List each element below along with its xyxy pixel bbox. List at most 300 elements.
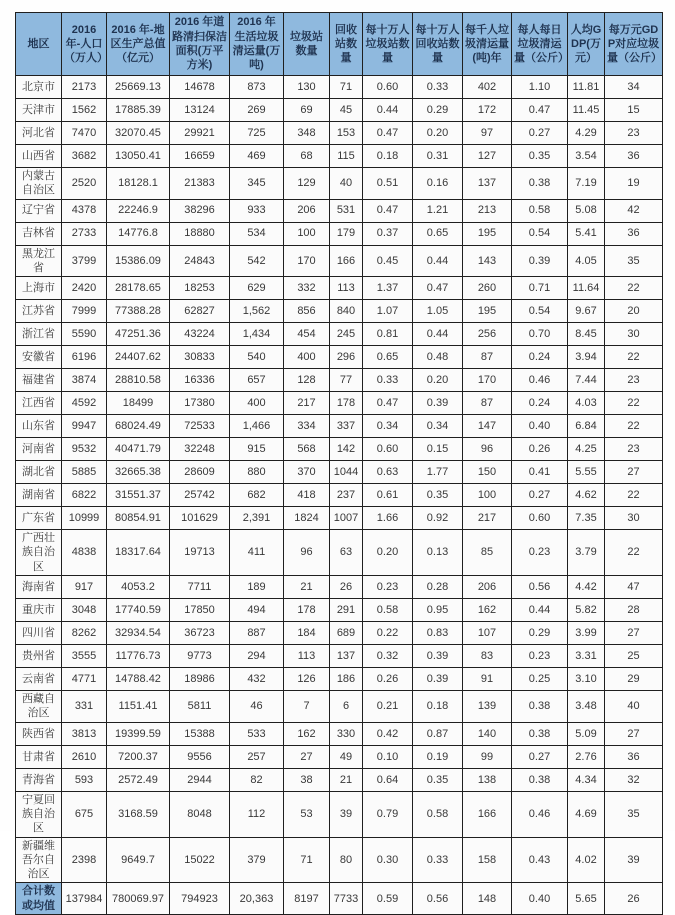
value-cell: 345 [230, 168, 284, 200]
value-cell: 0.54 [512, 300, 568, 323]
value-cell: 4053.2 [107, 576, 170, 599]
value-cell: 1.77 [413, 461, 463, 484]
value-cell: 0.38 [512, 722, 568, 745]
value-cell: 400 [230, 392, 284, 415]
value-cell: 0.60 [363, 438, 413, 461]
value-cell: 147 [463, 415, 512, 438]
region-name-cell: 安徽省 [16, 346, 62, 369]
value-cell: 137 [330, 645, 363, 668]
value-cell: 5.82 [568, 599, 605, 622]
value-cell: 16336 [170, 369, 230, 392]
value-cell: 0.40 [512, 415, 568, 438]
value-cell: 2520 [62, 168, 107, 200]
value-cell: 23 [605, 122, 663, 145]
regional-waste-statistics-table [15, 12, 663, 915]
value-cell: 0.60 [512, 507, 568, 530]
value-cell: 0.56 [413, 883, 463, 915]
value-cell: 334 [284, 415, 330, 438]
value-cell: 9.67 [568, 300, 605, 323]
value-cell: 3.31 [568, 645, 605, 668]
table-row [16, 99, 663, 122]
table-body [16, 76, 663, 915]
value-cell: 0.39 [413, 668, 463, 691]
value-cell: 0.92 [413, 507, 463, 530]
region-name-cell: 四川省 [16, 622, 62, 645]
table-row [16, 507, 663, 530]
value-cell: 432 [230, 668, 284, 691]
value-cell: 8262 [62, 622, 107, 645]
value-cell: 682 [230, 484, 284, 507]
value-cell: 68 [284, 145, 330, 168]
value-cell: 4838 [62, 530, 107, 576]
value-cell: 0.79 [363, 791, 413, 837]
value-cell: 245 [330, 323, 363, 346]
value-cell: 24843 [170, 245, 230, 277]
value-cell: 0.34 [363, 415, 413, 438]
value-cell: 8.45 [568, 323, 605, 346]
value-cell: 31551.37 [107, 484, 170, 507]
value-cell: 0.81 [363, 323, 413, 346]
value-cell: 137 [463, 168, 512, 200]
value-cell: 85 [463, 530, 512, 576]
value-cell: 7 [284, 691, 330, 723]
value-cell: 27 [284, 745, 330, 768]
value-cell: 28810.58 [107, 369, 170, 392]
value-cell: 0.23 [512, 530, 568, 576]
value-cell: 0.65 [363, 346, 413, 369]
column-header: 每千人垃圾清运量(吨)年 [463, 13, 512, 76]
region-name-cell: 内蒙古自治区 [16, 168, 62, 200]
region-name-cell: 甘肃省 [16, 745, 62, 768]
value-cell: 43224 [170, 323, 230, 346]
value-cell: 3.79 [568, 530, 605, 576]
value-cell: 0.65 [413, 222, 463, 245]
value-cell: 166 [330, 245, 363, 277]
value-cell: 71 [330, 76, 363, 99]
value-cell: 533 [230, 722, 284, 745]
value-cell: 2572.49 [107, 768, 170, 791]
region-name-cell: 天津市 [16, 99, 62, 122]
value-cell: 7711 [170, 576, 230, 599]
column-header: 地区 [16, 13, 62, 76]
value-cell: 158 [463, 837, 512, 883]
value-cell: 2420 [62, 277, 107, 300]
value-cell: 9532 [62, 438, 107, 461]
value-cell: 689 [330, 622, 363, 645]
region-name-cell: 黑龙江省 [16, 245, 62, 277]
value-cell: 9947 [62, 415, 107, 438]
value-cell: 4.29 [568, 122, 605, 145]
value-cell: 32934.54 [107, 622, 170, 645]
value-cell: 4.62 [568, 484, 605, 507]
region-name-cell: 陕西省 [16, 722, 62, 745]
value-cell: 0.13 [413, 530, 463, 576]
value-cell: 18253 [170, 277, 230, 300]
table-row [16, 599, 663, 622]
table-row [16, 369, 663, 392]
value-cell: 4.34 [568, 768, 605, 791]
value-cell: 40471.79 [107, 438, 170, 461]
value-cell: 1044 [330, 461, 363, 484]
value-cell: 22 [605, 530, 663, 576]
value-cell: 531 [330, 199, 363, 222]
value-cell: 18128.1 [107, 168, 170, 200]
value-cell: 3048 [62, 599, 107, 622]
value-cell: 63 [330, 530, 363, 576]
value-cell: 0.46 [512, 369, 568, 392]
value-cell: 568 [284, 438, 330, 461]
value-cell: 87 [463, 346, 512, 369]
value-cell: 17885.39 [107, 99, 170, 122]
value-cell: 115 [330, 145, 363, 168]
value-cell: 296 [330, 346, 363, 369]
value-cell: 0.29 [413, 99, 463, 122]
value-cell: 32070.45 [107, 122, 170, 145]
value-cell: 0.58 [413, 791, 463, 837]
value-cell: 0.42 [363, 722, 413, 745]
value-cell: 1,466 [230, 415, 284, 438]
value-cell: 206 [463, 576, 512, 599]
value-cell: 1.07 [363, 300, 413, 323]
value-cell: 269 [230, 99, 284, 122]
region-name-cell: 福建省 [16, 369, 62, 392]
region-name-cell: 云南省 [16, 668, 62, 691]
value-cell: 112 [230, 791, 284, 837]
value-cell: 5.41 [568, 222, 605, 245]
value-cell: 5.09 [568, 722, 605, 745]
value-cell: 331 [62, 691, 107, 723]
value-cell: 0.44 [512, 599, 568, 622]
value-cell: 0.32 [363, 645, 413, 668]
value-cell: 856 [284, 300, 330, 323]
value-cell: 11.64 [568, 277, 605, 300]
value-cell: 3.99 [568, 622, 605, 645]
value-cell: 69 [284, 99, 330, 122]
value-cell: 15386.09 [107, 245, 170, 277]
value-cell: 7733 [330, 883, 363, 915]
value-cell: 127 [463, 145, 512, 168]
value-cell: 129 [284, 168, 330, 200]
value-cell: 0.44 [413, 323, 463, 346]
table-row [16, 323, 663, 346]
table-row [16, 438, 663, 461]
value-cell: 6822 [62, 484, 107, 507]
value-cell: 29 [605, 668, 663, 691]
value-cell: 20 [605, 300, 663, 323]
value-cell: 42 [605, 199, 663, 222]
value-cell: 534 [230, 222, 284, 245]
value-cell: 0.87 [413, 722, 463, 745]
value-cell: 8197 [284, 883, 330, 915]
value-cell: 887 [230, 622, 284, 645]
value-cell: 40 [605, 691, 663, 723]
value-cell: 17380 [170, 392, 230, 415]
value-cell: 675 [62, 791, 107, 837]
value-cell: 3799 [62, 245, 107, 277]
value-cell: 1824 [284, 507, 330, 530]
value-cell: 3.48 [568, 691, 605, 723]
value-cell: 87 [463, 392, 512, 415]
value-cell: 0.43 [512, 837, 568, 883]
value-cell: 0.56 [512, 576, 568, 599]
value-cell: 21 [330, 768, 363, 791]
value-cell: 68024.49 [107, 415, 170, 438]
value-cell: 217 [463, 507, 512, 530]
value-cell: 11776.73 [107, 645, 170, 668]
value-cell: 22 [605, 415, 663, 438]
total-row [16, 883, 663, 915]
value-cell: 15388 [170, 722, 230, 745]
value-cell: 13124 [170, 99, 230, 122]
value-cell: 3555 [62, 645, 107, 668]
value-cell: 4.03 [568, 392, 605, 415]
table-row [16, 300, 663, 323]
value-cell: 0.47 [363, 199, 413, 222]
value-cell: 0.22 [363, 622, 413, 645]
value-cell: 36723 [170, 622, 230, 645]
value-cell: 36 [605, 745, 663, 768]
value-cell: 0.29 [512, 622, 568, 645]
value-cell: 26 [330, 576, 363, 599]
value-cell: 0.39 [413, 392, 463, 415]
value-cell: 162 [463, 599, 512, 622]
value-cell: 18880 [170, 222, 230, 245]
region-name-cell: 辽宁省 [16, 199, 62, 222]
value-cell: 189 [230, 576, 284, 599]
value-cell: 0.27 [512, 745, 568, 768]
value-cell: 21383 [170, 168, 230, 200]
value-cell: 933 [230, 199, 284, 222]
value-cell: 22 [605, 277, 663, 300]
value-cell: 3874 [62, 369, 107, 392]
value-cell: 256 [463, 323, 512, 346]
value-cell: 32665.38 [107, 461, 170, 484]
value-cell: 0.39 [512, 245, 568, 277]
value-cell: 0.63 [363, 461, 413, 484]
table-row [16, 277, 663, 300]
value-cell: 0.10 [363, 745, 413, 768]
value-cell: 3.10 [568, 668, 605, 691]
value-cell: 0.47 [512, 99, 568, 122]
value-cell: 101629 [170, 507, 230, 530]
region-name-cell: 海南省 [16, 576, 62, 599]
value-cell: 0.21 [363, 691, 413, 723]
value-cell: 5811 [170, 691, 230, 723]
value-cell: 14776.8 [107, 222, 170, 245]
table-header [16, 13, 663, 76]
value-cell: 153 [330, 122, 363, 145]
value-cell: 5885 [62, 461, 107, 484]
value-cell: 0.24 [512, 346, 568, 369]
value-cell: 140 [463, 722, 512, 745]
value-cell: 0.39 [413, 645, 463, 668]
value-cell: 71 [284, 837, 330, 883]
value-cell: 540 [230, 346, 284, 369]
table-row [16, 415, 663, 438]
value-cell: 0.60 [363, 76, 413, 99]
value-cell: 77 [330, 369, 363, 392]
table-row [16, 530, 663, 576]
value-cell: 1,562 [230, 300, 284, 323]
region-name-cell: 广西壮族自治区 [16, 530, 62, 576]
value-cell: 0.70 [512, 323, 568, 346]
value-cell: 0.34 [413, 415, 463, 438]
table-row [16, 122, 663, 145]
value-cell: 17740.59 [107, 599, 170, 622]
region-name-cell: 河南省 [16, 438, 62, 461]
value-cell: 77388.28 [107, 300, 170, 323]
value-cell: 126 [284, 668, 330, 691]
value-cell: 5.65 [568, 883, 605, 915]
column-header: 每十万人垃圾站数量 [363, 13, 413, 76]
value-cell: 139 [463, 691, 512, 723]
value-cell: 0.41 [512, 461, 568, 484]
value-cell: 22 [605, 346, 663, 369]
value-cell: 0.59 [363, 883, 413, 915]
value-cell: 0.18 [413, 691, 463, 723]
value-cell: 166 [463, 791, 512, 837]
value-cell: 3682 [62, 145, 107, 168]
value-cell: 0.30 [363, 837, 413, 883]
region-name-cell: 山西省 [16, 145, 62, 168]
value-cell: 96 [463, 438, 512, 461]
value-cell: 14678 [170, 76, 230, 99]
value-cell: 780069.97 [107, 883, 170, 915]
value-cell: 379 [230, 837, 284, 883]
value-cell: 337 [330, 415, 363, 438]
column-header: 人均GDP(万元） [568, 13, 605, 76]
value-cell: 542 [230, 245, 284, 277]
value-cell: 348 [284, 122, 330, 145]
value-cell: 179 [330, 222, 363, 245]
value-cell: 128 [284, 369, 330, 392]
value-cell: 725 [230, 122, 284, 145]
table-row [16, 346, 663, 369]
value-cell: 0.51 [363, 168, 413, 200]
region-name-cell: 新疆维吾尔自治区 [16, 837, 62, 883]
value-cell: 46 [230, 691, 284, 723]
value-cell: 0.44 [363, 99, 413, 122]
value-cell: 332 [284, 277, 330, 300]
value-cell: 72533 [170, 415, 230, 438]
value-cell: 400 [284, 346, 330, 369]
table-row [16, 645, 663, 668]
value-cell: 25742 [170, 484, 230, 507]
table-row [16, 168, 663, 200]
value-cell: 39 [605, 837, 663, 883]
value-cell: 418 [284, 484, 330, 507]
value-cell: 0.20 [363, 530, 413, 576]
header-row [16, 13, 663, 76]
value-cell: 162 [284, 722, 330, 745]
value-cell: 26 [605, 883, 663, 915]
value-cell: 7.35 [568, 507, 605, 530]
value-cell: 53 [284, 791, 330, 837]
value-cell: 100 [463, 484, 512, 507]
value-cell: 143 [463, 245, 512, 277]
value-cell: 13050.41 [107, 145, 170, 168]
value-cell: 0.58 [512, 199, 568, 222]
value-cell: 0.33 [413, 837, 463, 883]
value-cell: 4.25 [568, 438, 605, 461]
value-cell: 880 [230, 461, 284, 484]
value-cell: 0.46 [512, 791, 568, 837]
value-cell: 14788.42 [107, 668, 170, 691]
value-cell: 0.83 [413, 622, 463, 645]
value-cell: 0.16 [413, 168, 463, 200]
value-cell: 19713 [170, 530, 230, 576]
value-cell: 35 [605, 791, 663, 837]
value-cell: 370 [284, 461, 330, 484]
value-cell: 2.76 [568, 745, 605, 768]
value-cell: 113 [284, 645, 330, 668]
value-cell: 1007 [330, 507, 363, 530]
value-cell: 40 [330, 168, 363, 200]
value-cell: 3.94 [568, 346, 605, 369]
table-row [16, 461, 663, 484]
region-name-cell: 浙江省 [16, 323, 62, 346]
value-cell: 6.84 [568, 415, 605, 438]
value-cell: 915 [230, 438, 284, 461]
region-name-cell: 湖北省 [16, 461, 62, 484]
region-name-cell: 合计数或均值 [16, 883, 62, 915]
value-cell: 21 [284, 576, 330, 599]
value-cell: 0.23 [363, 576, 413, 599]
value-cell: 1.37 [363, 277, 413, 300]
value-cell: 0.71 [512, 277, 568, 300]
value-cell: 0.31 [413, 145, 463, 168]
value-cell: 0.48 [413, 346, 463, 369]
value-cell: 142 [330, 438, 363, 461]
value-cell: 0.18 [363, 145, 413, 168]
value-cell: 794923 [170, 883, 230, 915]
value-cell: 195 [463, 222, 512, 245]
column-header: 垃圾站数量 [284, 13, 330, 76]
value-cell: 24407.62 [107, 346, 170, 369]
value-cell: 15 [605, 99, 663, 122]
value-cell: 0.15 [413, 438, 463, 461]
value-cell: 49 [330, 745, 363, 768]
value-cell: 178 [284, 599, 330, 622]
value-cell: 0.28 [413, 576, 463, 599]
value-cell: 0.25 [512, 668, 568, 691]
value-cell: 0.61 [363, 484, 413, 507]
value-cell: 8048 [170, 791, 230, 837]
value-cell: 2733 [62, 222, 107, 245]
value-cell: 2944 [170, 768, 230, 791]
value-cell: 150 [463, 461, 512, 484]
table-row [16, 791, 663, 837]
value-cell: 7.44 [568, 369, 605, 392]
value-cell: 100 [284, 222, 330, 245]
value-cell: 32248 [170, 438, 230, 461]
value-cell: 27 [605, 722, 663, 745]
value-cell: 291 [330, 599, 363, 622]
value-cell: 1.05 [413, 300, 463, 323]
value-cell: 9773 [170, 645, 230, 668]
value-cell: 7200.37 [107, 745, 170, 768]
value-cell: 28 [605, 599, 663, 622]
value-cell: 35 [605, 245, 663, 277]
value-cell: 30 [605, 507, 663, 530]
value-cell: 0.37 [363, 222, 413, 245]
value-cell: 0.19 [413, 745, 463, 768]
value-cell: 2,391 [230, 507, 284, 530]
table-row [16, 392, 663, 415]
value-cell: 178 [330, 392, 363, 415]
value-cell: 45 [330, 99, 363, 122]
table-row [16, 622, 663, 645]
